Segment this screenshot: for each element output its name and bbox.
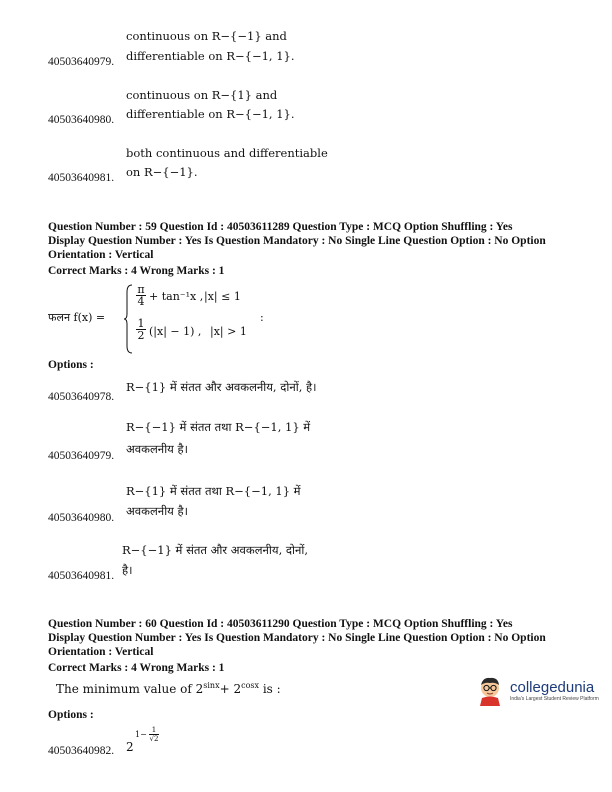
q59-frac1-num: π <box>137 283 145 296</box>
q59-option-id: 40503640980. <box>48 512 115 524</box>
q59-option-text-line2: अवकलनीय है। <box>126 442 188 456</box>
q60-option1-exp-frac <box>149 726 159 743</box>
q58-option-id: 40503640980. <box>48 114 115 126</box>
q59-frac1 <box>136 284 146 307</box>
q58-option-text-line2: differentiable on R−{−1, 1}. <box>126 49 295 63</box>
q60-meta-line2: Display Question Number : Yes Is Question Mandatory : No Single Line Question Option : No Option <box>48 632 546 644</box>
q59-option-id: 40503640979. <box>48 450 115 462</box>
q60-exp2: cosx <box>241 681 260 690</box>
logo-tagline: India's Largest Student Review Platform <box>510 695 599 702</box>
q58-option-id: 40503640981. <box>48 172 115 184</box>
q59-case2-cond: |x| > 1 <box>210 325 247 338</box>
q59-frac2-den: 2 <box>137 329 145 342</box>
q60-stem-mid: + 2 <box>219 682 242 696</box>
q59-option-id: 40503640981. <box>48 570 115 582</box>
q59-option-text-line1: R−{1} में संतत तथा R−{−1, 1} में <box>126 484 301 498</box>
q59-meta-line2: Display Question Number : Yes Is Question Mandatory : No Single Line Question Option : No Option <box>48 235 546 247</box>
collegedunia-logo <box>474 674 599 706</box>
q60-options-label: Options : <box>48 709 94 721</box>
q59-case1-term: + tan⁻¹x , <box>149 290 204 303</box>
q60-marks: Correct Marks : 4 Wrong Marks : 1 <box>48 662 225 674</box>
q58-option-text-line1: both continuous and differentiable <box>126 146 328 160</box>
q60-stem-prefix: The minimum value of 2 <box>56 682 204 696</box>
q59-option-text-line1: R−{−1} में संतत और अवकलनीय, दोनों, <box>122 543 308 557</box>
mascot-icon <box>474 674 506 706</box>
q60-option-id: 40503640982. <box>48 745 115 757</box>
q59-stem-suffix: : <box>260 311 264 324</box>
q60-option1-exp-den: √2 <box>149 735 159 743</box>
q58-option-text-line1: continuous on R−{−1} and <box>126 29 287 43</box>
q59-options-label: Options : <box>48 359 94 371</box>
q60-meta-line1: Question Number : 60 Question Id : 40503611290 Question Type : MCQ Option Shuffling : Yes <box>48 618 513 630</box>
q60-meta-line3: Orientation : Vertical <box>48 646 154 658</box>
q58-option-id: 40503640979. <box>48 56 115 68</box>
logo-name: collegedunia <box>510 678 595 696</box>
q59-meta-line1: Question Number : 59 Question Id : 40503611289 Question Type : MCQ Option Shuffling : Yes <box>48 221 513 233</box>
q60-exp1: sinx <box>203 681 220 690</box>
q59-option-text-line2: अवकलनीय है। <box>126 504 188 518</box>
q59-marks: Correct Marks : 4 Wrong Marks : 1 <box>48 265 225 277</box>
q60-option1-base: 2 <box>126 740 134 754</box>
q59-frac2-num: 1 <box>137 317 145 330</box>
q59-option-text-line1: R−{−1} में संतत तथा R−{−1, 1} में <box>126 420 311 434</box>
q59-case1-cond: |x| ≤ 1 <box>204 290 241 303</box>
q59-meta-line3: Orientation : Vertical <box>48 249 154 261</box>
q58-option-text-line2: on R−{−1}. <box>126 165 198 179</box>
q59-stem-prefix: फलन f(x) = <box>48 311 106 324</box>
q58-option-text-line1: continuous on R−{1} and <box>126 88 278 102</box>
q59-frac1-den: 4 <box>137 295 145 308</box>
q58-option-text-line2: differentiable on R−{−1, 1}. <box>126 107 295 121</box>
q59-brace <box>123 284 133 354</box>
q59-case2-term: (|x| − 1) , <box>149 325 202 338</box>
q60-option1-exp-num: 1 <box>151 726 157 734</box>
q60-stem-suffix: is : <box>259 682 281 696</box>
q59-option-id: 40503640978. <box>48 391 115 403</box>
q59-option-text-line1: R−{1} में संतत और अवकलनीय, दोनों, है। <box>126 380 317 394</box>
q60-stem <box>56 681 281 696</box>
q60-option1-exp-a: 1− <box>135 730 147 739</box>
q59-option-text-line2: है। <box>122 563 133 577</box>
q59-frac2 <box>136 318 146 341</box>
